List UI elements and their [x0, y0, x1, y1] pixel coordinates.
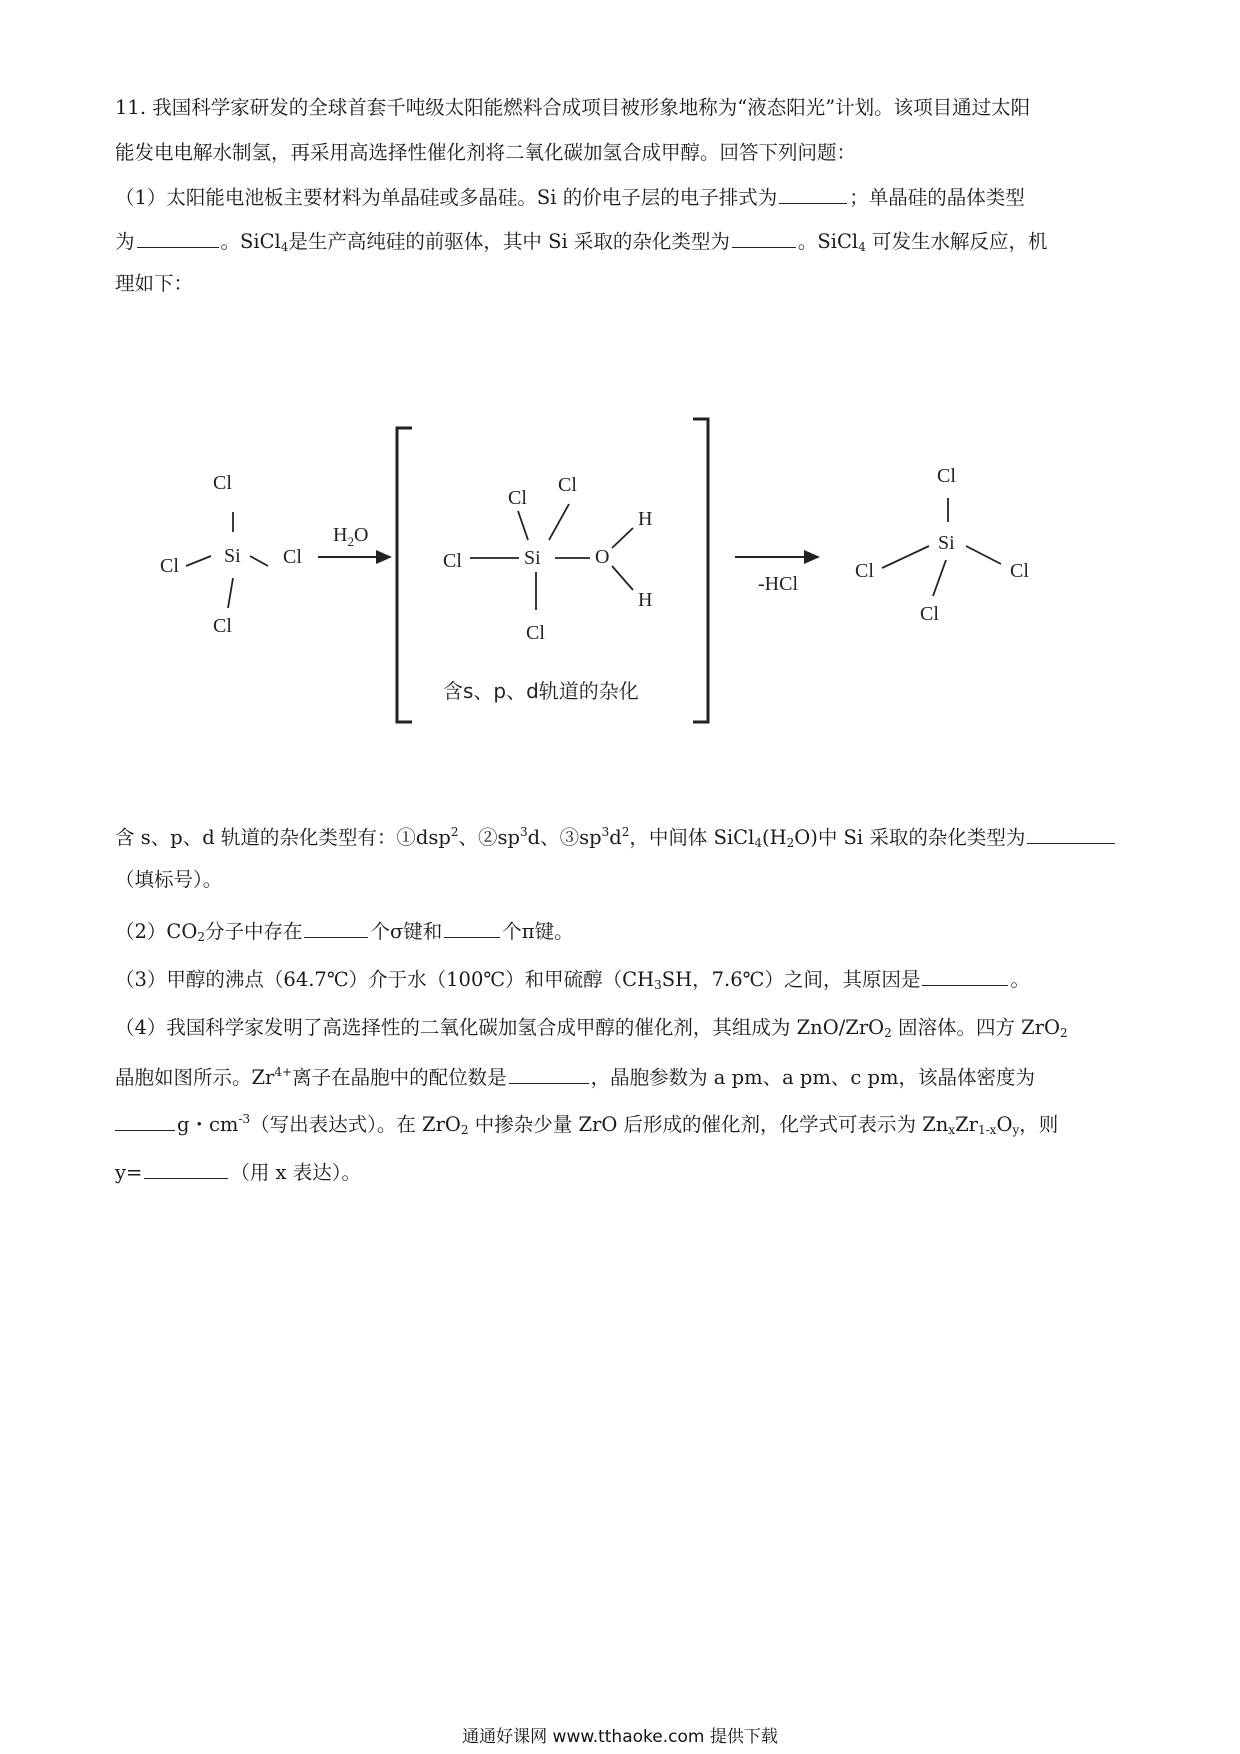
question-intro-2: 能发电电解水制氢，再采用高选择性催化剂将二氧化碳加氢合成甲醇。回答下列问题：: [115, 141, 857, 164]
reagent-h2o: H: [333, 524, 348, 546]
subscript: 4: [754, 836, 762, 850]
part2-text: 分子中存在: [204, 920, 303, 943]
subscript: 2: [460, 1123, 469, 1137]
part2-text: （2）CO: [115, 920, 198, 943]
hybrid-text: d: [609, 826, 622, 849]
subscript: 2: [884, 1026, 892, 1040]
atom-cl: Cl: [160, 555, 179, 577]
part1-text: （1）太阳能电池板主要材料为单晶硅或多晶硅。Si 的价电子层的电子排式为: [115, 186, 778, 209]
part2-line: [115, 918, 574, 944]
part4-text: （用 x 表达）。: [230, 1161, 362, 1184]
hybrid-text: （填标号）。: [115, 868, 223, 891]
answer-blank[interactable]: [779, 184, 847, 204]
part4-text: （4）我国科学家发明了高选择性的二氧化碳加氢合成甲醇的催化剂，其组成为 ZnO/ZrO: [115, 1016, 885, 1039]
answer-blank[interactable]: [115, 1111, 175, 1131]
part4-text: ，晶胞参数为 a pm、a pm、c pm，该晶体密度为: [590, 1066, 1035, 1089]
atom-cl: Cl: [443, 550, 462, 572]
atom-cl: Cl: [508, 487, 527, 509]
atom-cl: Cl: [213, 472, 232, 494]
subscript: 3: [654, 978, 662, 992]
part4-text: O: [996, 1113, 1013, 1136]
atom-cl: Cl: [213, 615, 232, 637]
atom-cl: Cl: [283, 546, 302, 568]
subscript: 2: [197, 930, 205, 944]
subscript: 2: [1060, 1026, 1068, 1040]
part1-text: 为: [115, 230, 135, 253]
question-line-2: [115, 141, 856, 165]
subscript: x: [948, 1123, 956, 1137]
part4-text: ，则: [1019, 1113, 1059, 1136]
answer-blank[interactable]: [509, 1064, 589, 1084]
part4-text: （写出表达式）。在 ZrO: [250, 1113, 461, 1136]
atom-cl: Cl: [920, 603, 939, 625]
atom-si: Si: [938, 532, 955, 554]
atom-cl: Cl: [526, 622, 545, 644]
atom-cl: Cl: [855, 560, 874, 582]
part4-text: y=: [115, 1161, 143, 1184]
subscript: 2: [347, 534, 354, 549]
superscript: 4+: [274, 1065, 293, 1079]
answer-blank[interactable]: [1027, 824, 1115, 844]
superscript: -3: [238, 1112, 251, 1126]
reagent-h2o: O: [353, 524, 369, 546]
answer-blank[interactable]: [304, 918, 368, 938]
part4-line-4: [115, 1159, 361, 1185]
product-sicl4: [855, 465, 1029, 625]
subscript: 2: [786, 836, 795, 850]
part3-text: SH，7.6℃）之间，其原因是: [661, 968, 921, 991]
part1-text: 是生产高纯硅的前驱体，其中 Si 采取的杂化类型为: [288, 230, 730, 253]
part1-line-3: [115, 272, 193, 296]
part4-line-3: [115, 1111, 1058, 1137]
question-line-1: [115, 96, 1030, 120]
answer-blank[interactable]: [144, 1159, 228, 1179]
part4-line-1: [115, 1016, 1068, 1040]
part1-text: 。SiCl: [220, 230, 281, 253]
hybrid-text: 含 s、p、d 轨道的杂化类型有：①dsp: [115, 826, 451, 849]
part4-text: Zr: [955, 1113, 978, 1136]
subscript: y: [1012, 1123, 1020, 1137]
byproduct-hcl: -HCl: [758, 573, 798, 595]
superscript: 2: [621, 825, 630, 839]
question-number: 11.: [115, 96, 147, 119]
superscript: 2: [450, 825, 459, 839]
reaction-arrow-2: [735, 550, 820, 595]
hybrid-line-1: [115, 824, 1117, 850]
part1-line-1: [115, 184, 1025, 210]
answer-blank[interactable]: [444, 918, 500, 938]
atom-si: Si: [224, 545, 241, 567]
part3-text: （3）甲醇的沸点（64.7℃）介于水（100℃）和甲硫醇（CH: [115, 968, 655, 991]
intermediate-caption: 含s、p、d轨道的杂化: [443, 679, 639, 703]
atom-h: H: [638, 589, 653, 611]
atom-cl: Cl: [937, 465, 956, 487]
part2-text: 个π键。: [502, 920, 574, 943]
subscript: 1-x: [977, 1123, 997, 1137]
atom-cl: Cl: [1010, 560, 1029, 582]
svg-text:H2O: [333, 524, 368, 549]
answer-blank[interactable]: [732, 228, 796, 248]
hybrid-text: (H: [761, 826, 787, 849]
part1-text: ；单晶硅的晶体类型: [849, 186, 1025, 209]
hybrid-text: ，中间体 SiCl: [629, 826, 755, 849]
question-intro-1: 我国科学家研发的全球首套千吨级太阳能燃料合成项目被形象地称为“液态阳光”计划。该项目通过太阳: [152, 96, 1031, 119]
part1-text: 理如下：: [115, 272, 194, 295]
part4-line-2: [115, 1064, 1035, 1090]
atom-h: H: [638, 508, 653, 530]
answer-blank[interactable]: [922, 966, 1008, 986]
part4-text: 中掺杂少量 ZrO 后形成的催化剂，化学式可表示为 Zn: [468, 1113, 949, 1136]
part4-text: g・cm: [177, 1113, 239, 1136]
intermediate-sicl4-h2o: [443, 474, 652, 703]
superscript: 3: [601, 825, 610, 839]
subscript: 4: [280, 240, 289, 254]
hybrid-text: 、②sp: [458, 826, 520, 849]
subscript: 4: [858, 240, 866, 254]
hybrid-text: d、③sp: [527, 826, 602, 849]
bracket-right: [693, 419, 708, 722]
part3-text: 。: [1010, 968, 1030, 991]
part4-text: 离子在晶胞中的配位数是: [292, 1066, 507, 1089]
part2-text: 个σ键和: [370, 920, 443, 943]
superscript: 3: [519, 825, 528, 839]
part4-text: 固溶体。四方 ZrO: [891, 1016, 1061, 1039]
page-footer: 通通好课网 www.tthaoke.com 提供下载: [462, 1727, 778, 1747]
answer-blank[interactable]: [137, 228, 219, 248]
part1-line-2: [115, 228, 1048, 254]
reactant-sicl4: [160, 472, 302, 637]
atom-o: O: [595, 546, 610, 568]
part1-text: 。SiCl: [797, 230, 859, 253]
bracket-left: [397, 428, 412, 722]
part4-text: 晶胞如图所示。Zr: [115, 1066, 275, 1089]
atom-si: Si: [524, 547, 541, 569]
part1-text: 可发生水解反应，机: [865, 230, 1048, 253]
atom-cl: Cl: [558, 474, 577, 496]
hybrid-text: O)中 Si 采取的杂化类型为: [794, 826, 1026, 849]
part3-line: [115, 966, 1030, 992]
hybrid-line-2: [115, 868, 222, 892]
reaction-arrow-1: [318, 524, 392, 564]
